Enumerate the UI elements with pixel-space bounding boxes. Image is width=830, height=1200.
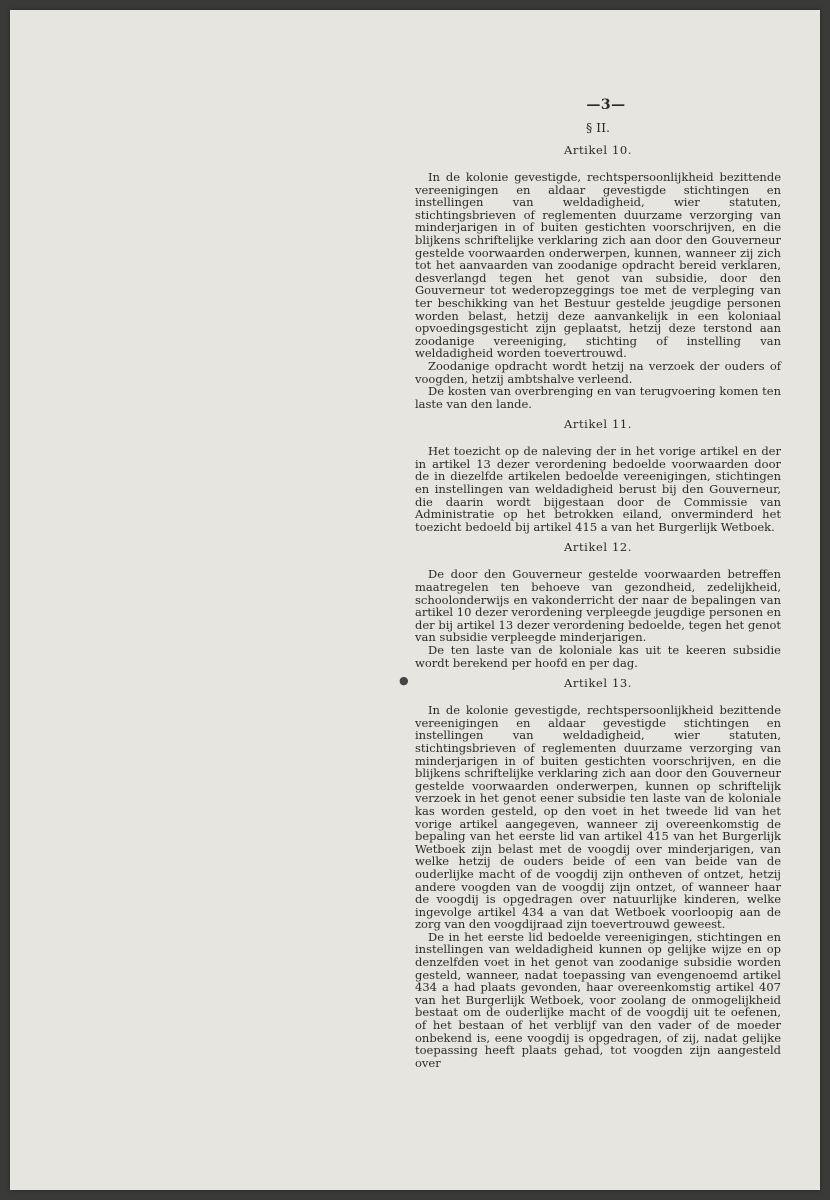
article-paragraph: De door den Gouverneur gestelde voorwaarden betreffen maatregelen ten behoeve van gezondheid, zedelijkheid, schoolonderwijs en vakonderricht der naar de bepalingen van artikel 10 dezer verordening verpleegde jeugdige personen en der bij artikel 13 dezer verordening bedoelde, tegen het genot van subsidie verpleegde minderjarigen.: [415, 567, 781, 645]
section-heading: § II.: [585, 120, 611, 135]
article-heading: Artikel 12.: [563, 540, 633, 555]
margin-mark-icon: ●: [399, 674, 409, 687]
article-heading: Artikel 13.: [563, 676, 633, 691]
article-paragraph: De ten laste van de koloniale kas uit te keeren subsidie wordt berekend per hoofd en per dag.: [415, 643, 781, 670]
article-paragraph: Het toezicht op de naleving der in het vorige artikel en der in artikel 13 dezer verordening bedoelde voorwaarden door de in diezelfde artikelen bedoelde vereenigingen, stichtingen en instellingen van weldadigheid berust bij den Gouverneur, die daarin wordt bijgestaan door de Commissie van Administratie op het betrokken eiland, onverminderd het toezicht bedoeld bij artikel 415 a van het Burgerlijk Wetboek.: [415, 444, 781, 534]
article-10: [415, 142, 781, 410]
article-13: [415, 675, 781, 1069]
article-paragraph: In de kolonie gevestigde, rechtspersoonlijkheid bezittende vereenigingen en aldaar gevestigde stichtingen en instellingen van weldadigheid, wier statuten, stichtingsbrieven of reglementen duurzame verzorging van minderjarigen in of buiten gestichten voorschrijven, en die blijkens schriftelijke verklaring zich aan door den Gouverneur gestelde voorwaarden onderwerpen, kunnen op schriftelijk verzoek in het genot eener subsidie ten laste van de koloniale kas worden gesteld, op den voet in het tweede lid van het vorige artikel aangegeven, wanneer zij overeenkomstig de bepaling van het eerste lid van artikel 415 van het Burgerlijk Wetboek zijn belast met de voogdij over minderjarigen, van welke hetzij de ouders beide of een van beide van de ouderlijke macht of de voogdij zijn ontheven of ontzet, hetzij andere voogden van de voogdij zijn ontzet, of wanneer haar de voogdij is opgedragen over natuurlijke kinderen, welke ingevolge artikel 434 a van dat Wetboek voorloopig aan de zorg van den voogdijraad zijn toevertrouwd geweest.: [415, 703, 781, 932]
article-paragraph: De in het eerste lid bedoelde vereenigingen, stichtingen en instellingen van weldadigheid kunnen op gelijke wijze en op denzelfden voet in het genot van zoodanige subsidie worden gesteld, wanneer, nadat toepassing van evengenoemd artikel 434 a had plaats gevonden, haar overeenkomstig artikel 407 van het Burgerlijk Wetboek, voor zoolang de onmogelijkheid bestaat om de ouderlijke macht of de voogdij uit te oefenen, of het bestaan of het verblijf van den vader of de moeder onbekend is, eene voogdij is opgedragen, of zij, nadat gelijke toepassing heeft plaats gehad, tot voogden zijn aangesteld over: [415, 929, 781, 1070]
article-paragraph: De kosten van overbrenging en van terugvoering komen ten laste van den lande.: [415, 384, 781, 411]
article-11: [415, 416, 781, 533]
text-column: [415, 94, 781, 1069]
article-paragraph: In de kolonie gevestigde, rechtspersoonlijkheid bezittende vereenigingen en aldaar gevestigde stichtingen en instellingen van weldadigheid, wier statuten, stichtingsbrieven of reglementen duurzame verzorging van minderjarigen in of buiten gestichten voorschrijven, en die blijkens schriftelijke verklaring zich aan door den Gouverneur gestelde voorwaarden onderwerpen, kunnen, wanneer zij zich tot het aanvaarden van zoodanige opdracht bereid verklaren, desverlangd tegen het genot van subsidie, door den Gouverneur tot wederopzeggings toe met de verpleging van ter beschikking van het Bestuur gestelde jeugdige personen worden belast, hetzij deze aanvankelijk in een koloniaal opvoedingsgesticht zijn geplaatst, hetzij deze terstond aan zoodanige vereeniging, stichting of instelling van weldadigheid worden toevertrouwd.: [415, 170, 781, 361]
article-heading: Artikel 11.: [563, 417, 633, 432]
article-paragraph: Zoodanige opdracht wordt hetzij na verzoek der ouders of voogden, hetzij ambtshalve verleend.: [415, 358, 781, 386]
article-12: [415, 539, 781, 669]
article-heading: Artikel 10.: [563, 143, 633, 157]
page-number: —3—: [586, 97, 626, 113]
